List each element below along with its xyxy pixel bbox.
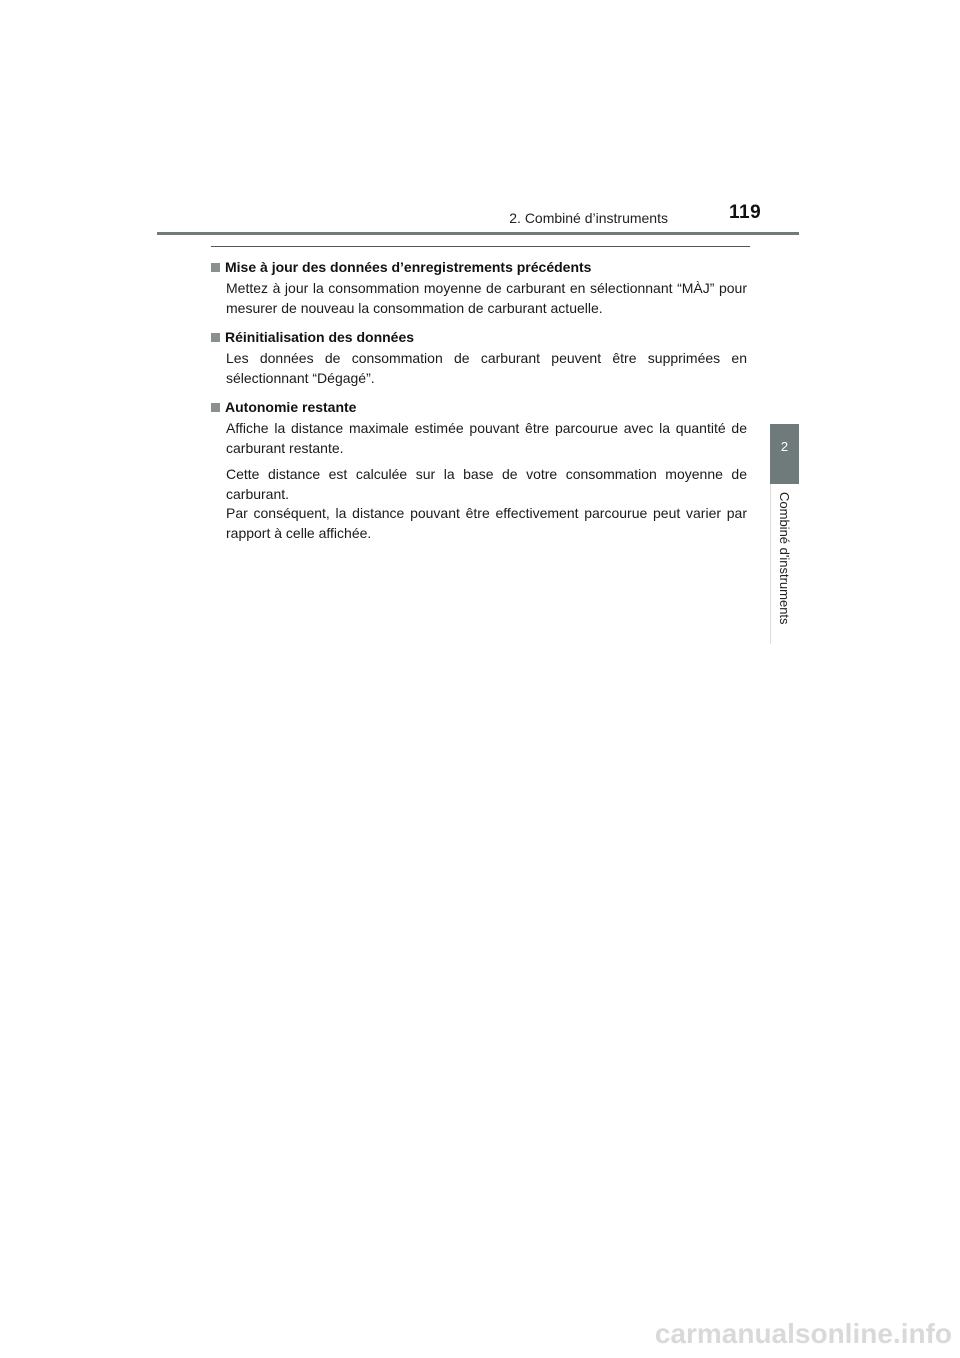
paragraph-line: Par conséquent, la distance pouvant être effectivement parcourue peut varier par rapport à celle affichée. [226,505,747,541]
section-title-text: Autonomie restante [225,399,357,415]
paragraph-line: Cette distance est calculée sur la base de votre consommation moyenne de carburant. [226,466,747,502]
section-title [211,257,747,277]
header-section-label: 2. Combiné d’instruments [509,210,668,226]
section-update-records [211,257,747,318]
section-title-text: Réinitialisation des données [225,329,415,345]
section-title-text: Mise à jour des données d’enregistrements précédents [225,259,592,275]
section-title [211,397,747,417]
chapter-title-vertical: Combiné d'instruments [777,492,792,625]
page-header [0,0,960,240]
page-number: 119 [729,202,762,223]
page-content [211,257,747,552]
section-title [211,327,747,347]
paragraph: Les données de consommation de carburant peuvent être supprimées en sélectionnant “Dégagé”. [226,350,747,386]
square-bullet-icon [211,333,220,342]
section-reset-data [211,327,747,388]
header-rule [157,232,799,235]
paragraph: Mettez à jour la consommation moyenne de carburant en sélectionnant “MÀJ” pour mesurer de nouveau la consommation de carburant actuelle. [226,280,747,316]
paragraph [226,465,747,543]
section-remaining-range [211,397,747,543]
square-bullet-icon [211,403,220,412]
square-bullet-icon [211,263,220,272]
watermark-text: carmanualsonline.info [654,1318,952,1349]
chapter-number: 2 [780,439,789,454]
chapter-tab [770,424,799,484]
content-top-rule [211,246,750,247]
paragraph: Affiche la distance maximale estimée pouvant être parcourue avec la quantité de carburant restante. [226,420,747,456]
